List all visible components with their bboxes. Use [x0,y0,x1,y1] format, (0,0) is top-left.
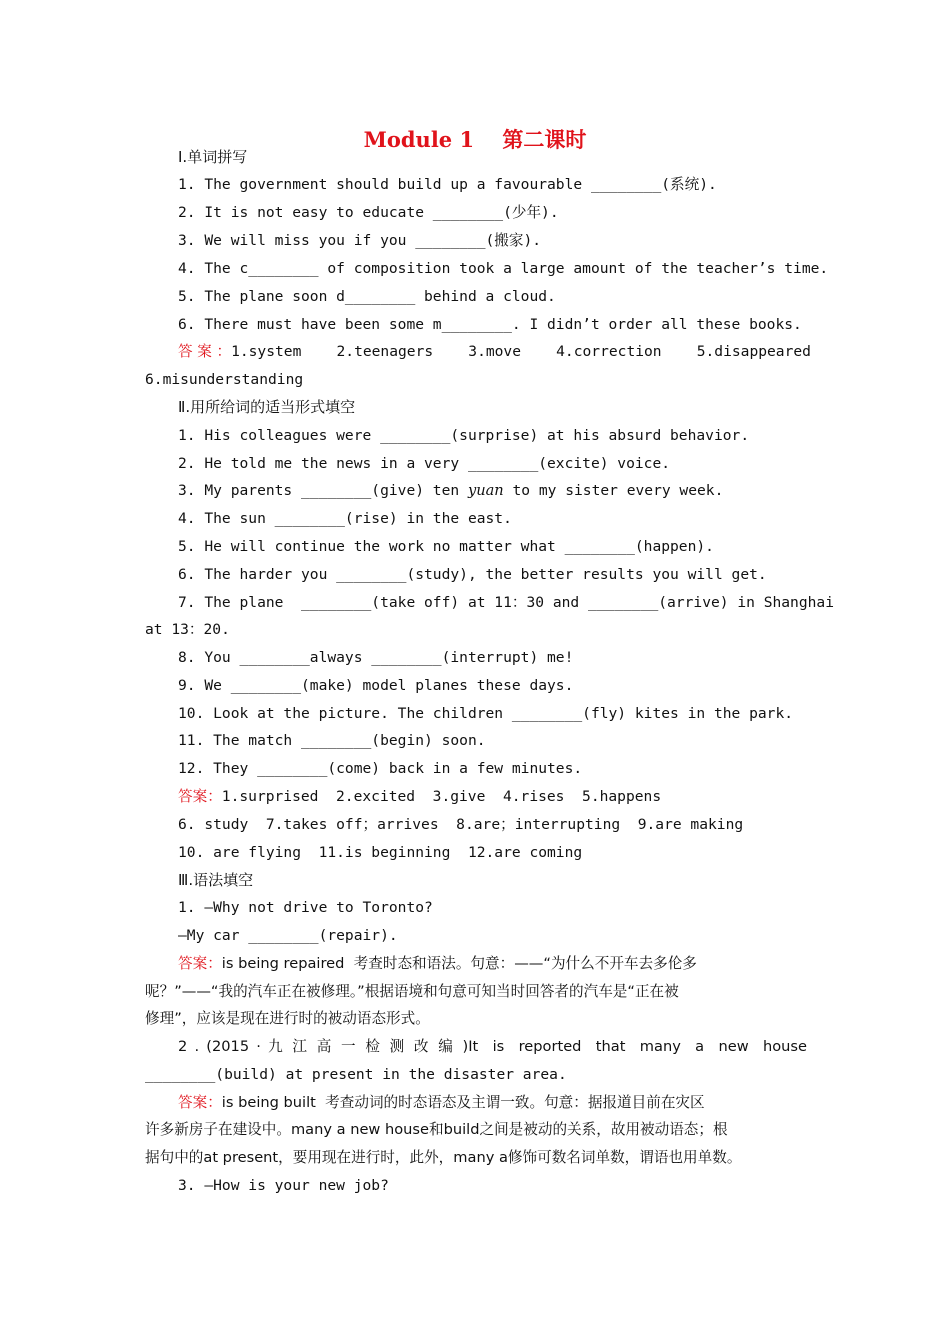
s2-item-7-line-1: 7. The plane ________(take off) at 11：30 and ________(arrive) in Shanghai [178,594,834,611]
s2-item-7-line-2: at 13：20. [145,621,230,638]
s2-item-8: 8. You ________always ________(interrupt) me! [178,649,574,666]
s1-answer-line-1 [178,342,811,362]
s2-item-3 [178,481,723,501]
s2-item-3-text-end: to my sister every week. [503,482,724,499]
s2-answer-label: 答案： [178,788,222,805]
s1-answer-line-2: 6.misunderstanding [145,371,304,388]
s3-q1-line-2: —My car ________(repair). [178,927,398,944]
s1-item-5: 5. The plane soon d________ behind a cloud. [178,288,556,305]
s2-item-3-text: 3. My parents ________(give) ten [178,482,468,499]
s3-q1-line-1: 1. —Why not drive to Toronto? [178,899,433,916]
section-1-heading: Ⅰ.单词拼写 [178,148,248,166]
s2-item-3-italic: yuan [467,482,504,499]
s3-q1-answer-line-2: 呢？”——“我的汽车正在被修理。”根据语境和句意可知当时回答者的汽车是“正在被 [145,983,679,1000]
s2-item-1: 1. His colleagues were ________(surprise) at his absurd behavior. [178,427,750,444]
s1-answer-label: 答 案 ： [178,343,232,360]
s2-item-10: 10. Look at the picture. The children ________(fly) kites in the park. [178,705,794,722]
s3-q1-answer-line-3: 修理”，应该是现在进行时的被动语态形式。 [145,1010,430,1027]
s2-item-4: 4. The sun ________(rise) in the east. [178,510,512,527]
s3-q1-answer-label: 答案： [178,955,222,972]
s1-item-1: 1. The government should build up a favourable ________(系统). [178,176,717,193]
section-3-heading: Ⅲ.语法填空 [178,871,254,889]
s3-q2-answer-text: is being built 考查动词的时态语态及主谓一致。句意：据报道目前在灾区 [221,1094,705,1111]
s1-item-2: 2. It is not easy to educate ________(少年). [178,204,559,221]
s2-answer-line-2: 6. study 7.takes off；arrives 8.are；interrupting 9.are making [178,816,744,833]
s2-answer-line-1 [178,787,661,807]
s1-item-6: 6. There must have been some m________. I didn’t order all these books. [178,316,802,333]
s3-q2-answer-line-3: 据句中的at present，要用现在进行时，此外，many a修饰可数名词单数，谓语也用单数。 [145,1149,742,1166]
s2-item-11: 11. The match ________(begin) soon. [178,732,486,749]
s2-item-9: 9. We ________(make) model planes these days. [178,677,574,694]
s2-item-2: 2. He told me the news in a very ________(excite) voice. [178,455,671,472]
s3-q1-answer-text: is being repaired 考查时态和语法。句意：——“为什么不开车去多伦多 [221,955,697,972]
page-title: Module 1 第二课时 [363,127,587,152]
s2-item-6: 6. The harder you ________(study), the better results you will get. [178,566,767,583]
s3-q1-answer-line-1 [178,954,697,974]
s2-answer-text: 1.surprised 2.excited 3.give 4.rises 5.happens [221,788,662,805]
s3-q3-line-1: 3. —How is your new job? [178,1177,389,1194]
s3-q2-answer-label: 答案： [178,1094,222,1111]
s3-q2-line-1: 2 . (2015 · 九 江 高 一 检 测 改 编 )It is reported that many a new house [178,1038,807,1055]
s2-item-12: 12. They ________(come) back in a few minutes. [178,760,583,777]
s1-item-3: 3. We will miss you if you ________(搬家). [178,232,542,249]
section-2-heading: Ⅱ.用所给词的适当形式填空 [178,398,356,416]
s3-q2-answer-line-2: 许多新房子在建设中。many a new house和build之间是被动的关系，故用被动语态；根 [145,1121,728,1138]
s3-q2-line-2: ________(build) at present in the disaster area. [145,1066,567,1083]
s2-answer-line-3: 10. are flying 11.is beginning 12.are coming [178,844,583,861]
s3-q2-answer-line-1 [178,1093,705,1113]
s1-item-4: 4. The c________ of composition took a large amount of the teacher’s time. [178,260,829,277]
s2-item-5: 5. He will continue the work no matter what ________(happen). [178,538,714,555]
s1-answer-text: 1.system 2.teenagers 3.move 4.correction 5.disappeared [231,343,811,360]
